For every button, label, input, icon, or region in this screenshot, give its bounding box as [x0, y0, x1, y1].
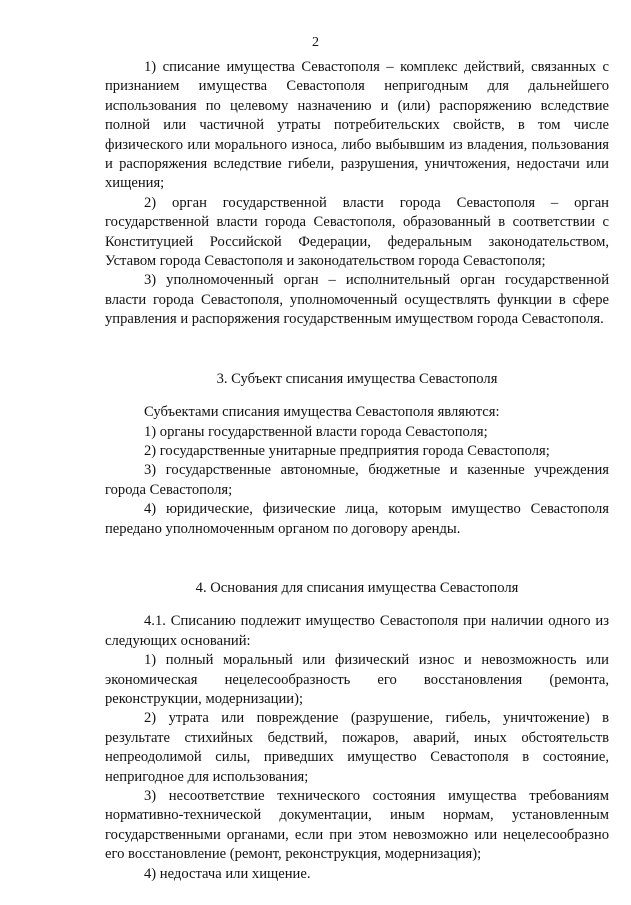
section-3-item-3: 3) государственные автономные, бюджетные и казенные учреждения города Севастополя;: [105, 462, 609, 498]
section-4-item-2: 2) утрата или повреждение (разрушение, гибель, уничтожение) в результате стихийных бедствий, пожаров, аварий, иных обстоятельств непреодолимой силы, приведших имущество Севастополя в состояние, непригодное для использования;: [105, 710, 609, 785]
section-3-item-4: 4) юридические, физические лица, которым имущество Севастополя передано уполномоченным органом по договору аренды.: [105, 501, 609, 537]
section-3-item-2: 2) государственные унитарные предприятия города Севастополя;: [144, 442, 550, 459]
spacer: [105, 330, 609, 370]
section-4-item-4: 4) недостача или хищение.: [144, 865, 311, 882]
section-3-item-1: 1) органы государственной власти города Севастополя;: [144, 423, 488, 440]
spacer: [105, 598, 609, 612]
definition-3: 3) уполномоченный орган – исполнительный орган государственной власти города Севастополя, уполномоченный осуществлять функции в сфере управления и распоряжения государственным имуществом города Севастополя.: [105, 272, 609, 328]
section-4-item-3: 3) несоответствие технического состояния имущества требованиям нормативно-технической документации, иным нормам, установленным государственными органами, если при этом невозможно или нецелесообразно его восстановление (ремонт, реконструкция, модернизация);: [105, 788, 609, 863]
document-body: [105, 58, 609, 884]
section-4-heading: 4. Основания для списания имущества Севастополя: [195, 579, 519, 596]
section-3-heading: 3. Субъект списания имущества Севастополя: [216, 370, 498, 387]
spacer: [105, 539, 609, 579]
spacer: [105, 389, 609, 403]
page-number: 2: [312, 35, 319, 50]
section-3-intro: Субъектами списания имущества Севастополя являются:: [144, 404, 500, 421]
section-4-item-1: 1) полный моральный или физический износ и невозможность или экономическая нецелесообразность его восстановления (ремонта, реконструкции, модернизации);: [105, 652, 609, 707]
section-4-intro: 4.1. Списанию подлежит имущество Севастополя при наличии одного из следующих оснований:: [105, 613, 609, 649]
definition-2: 2) орган государственной власти города Севастополя – орган государственной власти города Севастополя, образованный в соответствии с Конституцией Российской Федерации, федеральным законодательством, Уставом города Севастополя и законодательством города Севастополя;: [105, 194, 609, 270]
definition-1: 1) списание имущества Севастополя – комплекс действий, связанных с признанием имущества Севастополя непригодным для дальнейшего использования по целевому назначению и (или) распоряжению вследствие полной или частичной утраты потребительских свойств, в том числе физического или морального износа, либо выбывшим из владения, пользования и распоряжения вследствие гибели, разрушения, уничтожения, недостачи или хищения;: [105, 59, 609, 192]
